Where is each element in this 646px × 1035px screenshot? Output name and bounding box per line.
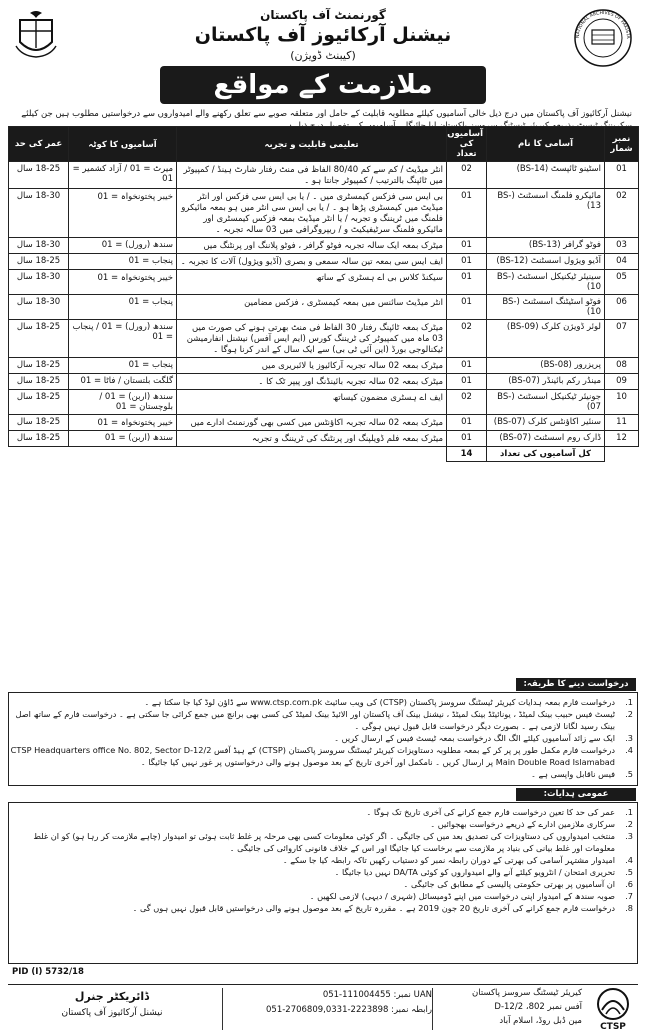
age-limit: 18-25 سال: [9, 431, 69, 447]
org-subtitle: (کیبنٹ ڈویژن): [290, 49, 356, 62]
total-label: کل آسامیوں کی تعداد: [487, 447, 605, 462]
quota: خیبر پختونخواہ = 01: [69, 415, 177, 431]
instruction-text: ایک سے زائد آسامیوں کیلئے الگ الگ درخواست بمعہ ٹیسٹ فیس کے ارسال کریں ۔: [334, 733, 615, 743]
instruction-text: تحریری امتحان / انٹرویو کیلئے آنے والے امیدواروں کو کوئی DA/TA نہیں دیا جائیگا ۔: [334, 867, 615, 877]
table-header-row: [9, 127, 639, 162]
phone-label: رابطہ نمبر:: [391, 1005, 432, 1015]
qualification: میٹرک بمعہ 02 سالہ تجربہ آرکائیوز یا لائبریری میں: [177, 358, 447, 374]
instruction-item: [9, 878, 637, 890]
pid-number: PID (I) 5732/18: [12, 967, 84, 977]
table-row: [9, 431, 639, 447]
instruction-text: درخواست فارم جمع کرانے کی آخری تاریخ 20 جون 2019 ہے ۔ مقررہ تاریخ کے بعد موصول ہونے والی درخواستیں قابل قبول نہیں ہوں گی ۔: [132, 903, 615, 913]
instruction-item: [9, 732, 637, 744]
table-row: [9, 415, 639, 431]
post-name: سنئیر اکاؤنٹس کلرک (BS-07): [487, 415, 605, 431]
age-limit: 18-25 سال: [9, 358, 69, 374]
post-name: لوئر ڈویژن کلرک (BS-09): [487, 320, 605, 358]
age-limit: 18-25 سال: [9, 374, 69, 390]
instruction-number: 2.: [625, 819, 633, 829]
instruction-text: درخواست فارم مکمل طور پر پر کر کے بمعہ مطلوبہ دستاویزات کیریئر ٹیسٹنگ سروسز پاکستان (CTSP) کے ہیڈ آفس CTSP Headquarters office No. 802, Sector D-12/2 Main Double Road Islamabad پر ارسال کریں ۔ نامکمل اور آخری تاریخ کے بعد موصول ہونے والی درخواستوں پر غور نہیں کیا جائیگا ۔: [10, 745, 615, 767]
general-section: [8, 802, 638, 964]
post-count: 01: [447, 295, 487, 320]
header-sn: نمبر شمار: [605, 127, 639, 162]
post-count: 01: [447, 374, 487, 390]
director-title: ڈائریکٹر جنرل: [74, 990, 150, 1003]
total-value: 14: [447, 447, 487, 462]
instruction-number: 4.: [625, 745, 633, 755]
instruction-number: 1.: [625, 697, 633, 707]
instruction-text: عمر کی حد کا تعین درخواست فارم جمع کرانے کی آخری تاریخ تک ہوگا ۔: [366, 807, 615, 817]
qualification: میٹرک بمعہ 02 سالہ تجربہ بائینڈنگ اور پیپر ٹک کا ۔: [177, 374, 447, 390]
post-name: سینیئر ٹیکنیکل اسسٹنٹ (BS-10): [487, 270, 605, 295]
table-row: [9, 254, 639, 270]
instruction-item: [9, 866, 637, 878]
header-count: آسامیوں کی تعداد: [447, 127, 487, 162]
ctsp-logo-text: CTSP: [600, 1022, 626, 1032]
serial-number: 05: [605, 270, 639, 295]
apply-section: [8, 692, 638, 786]
instruction-item: [9, 768, 637, 780]
quota: سندھ (رورل) = 01 / پنجاب = 01: [69, 320, 177, 358]
table-row: [9, 390, 639, 415]
post-count: 01: [447, 238, 487, 254]
post-count: 01: [447, 415, 487, 431]
quota: سندھ (اربن) = 01 / بلوچستان = 01: [69, 390, 177, 415]
instruction-number: 3.: [625, 733, 633, 743]
logo-text: NATIONAL ARCHIVES OF PAKISTA: [575, 10, 631, 39]
quota: گلگت بلتستان / فاٹا = 01: [69, 374, 177, 390]
serial-number: 10: [605, 390, 639, 415]
instruction-number: 3.: [625, 831, 633, 841]
serial-number: 06: [605, 295, 639, 320]
general-heading: عمومی ہدایات:: [516, 788, 636, 801]
post-name: فوٹو گرافر (BS-13): [487, 238, 605, 254]
instruction-number: 5.: [625, 867, 633, 877]
qualification: میٹرک بمعہ ایک سالہ تجربہ فوٹو گرافر ، فوٹو پلاننگ اور پرنٹنگ میں: [177, 238, 447, 254]
post-count: 01: [447, 189, 487, 238]
quota: سندھ (رورل) = 01: [69, 238, 177, 254]
instruction-item: [9, 902, 637, 914]
instruction-item: [9, 854, 637, 866]
total-blank: [9, 447, 447, 462]
ctsp-line3: D-12/2: [494, 1002, 524, 1012]
age-limit: 18-30 سال: [9, 295, 69, 320]
ctsp-line4: مین ڈبل روڈ، اسلام آباد: [499, 1016, 582, 1026]
serial-number: 11: [605, 415, 639, 431]
post-name: جونیئر ٹیکنیکل اسسٹنٹ (BS-07): [487, 390, 605, 415]
age-limit: 18-30 سال: [9, 189, 69, 238]
quota: خیبر پختونخواہ = 01: [69, 189, 177, 238]
age-limit: 18-25 سال: [9, 320, 69, 358]
uan-label: UAN نمبر:: [393, 990, 432, 1000]
age-limit: 18-25 سال: [9, 162, 69, 189]
instruction-item: [9, 806, 637, 818]
org-title: نیشنل آرکائیوز آف پاکستان: [194, 24, 452, 46]
instruction-item: [9, 830, 637, 854]
table-row: [9, 374, 639, 390]
total-spacer: [605, 447, 639, 462]
header-qualification: تعلیمی قابلیت و تجربہ: [177, 127, 447, 162]
post-count: 01: [447, 254, 487, 270]
header-quota: آسامیوں کا کوٹہ: [69, 127, 177, 162]
post-name: پریزرور (BS-08): [487, 358, 605, 374]
director-org: نیشنل آرکائیوز آف پاکستان: [61, 1008, 163, 1018]
table-row: [9, 270, 639, 295]
age-limit: 18-25 سال: [9, 254, 69, 270]
quota: پنجاب = 01: [69, 254, 177, 270]
qualification: میٹرک بمعہ فلم ڈویلپنگ اور پرنٹنگ کی ٹریننگ و تجربہ: [177, 431, 447, 447]
instruction-item: [9, 708, 637, 732]
qualification: انٹر میڈیٹ سائنس میں بمعہ کیمسٹری ، فزکس مضامین: [177, 295, 447, 320]
post-count: 02: [447, 390, 487, 415]
serial-number: 03: [605, 238, 639, 254]
age-limit: 18-25 سال: [9, 415, 69, 431]
qualification: بی ایس سی فزکس کیمسٹری میں ۔ / یا بی ایس سی فزکس اور انٹر میڈیٹ میں کیمسٹری پڑھا ہو ۔ / یا بی ایس سی انٹر میں ہو بمعہ مائیکرو فلمنگ میں ٹریننگ و تجربہ / یا انٹر میڈیٹ بمعہ فزکس کیمسٹری اور مائیکرو فلمنگ سرٹیفیکیٹ و / ریپروگرافی میں 03 سالہ تجربہ ۔: [177, 189, 447, 238]
instruction-number: 2.: [625, 709, 633, 719]
instruction-text: فیس ناقابل واپسی ہے ۔: [531, 769, 615, 779]
instruction-number: 7.: [625, 891, 633, 901]
phone-numbers: 051-2706809,0331-2223898: [266, 1005, 389, 1015]
quota: سندھ (اربن) = 01: [69, 431, 177, 447]
post-name: مینڈر رکم بائینڈر (BS-07): [487, 374, 605, 390]
post-name: اسٹینو ٹائپسٹ (BS-14): [487, 162, 605, 189]
instruction-text: ٹیسٹ فیس حبیب بینک لمیٹڈ ، یونائیٹڈ بینک لمیٹڈ ، نیشنل بینک آف پاکستان اور الائیڈ بینک لمیٹڈ کی کسی بھی برانچ میں جمع کرائی جا سکتی ہے ۔ درخواست فارم کے ساتھ اصل بینک رسید لگانا لازمی ہے ۔ بصورت دیگر درخواست قابل قبول نہیں ہوگی ۔: [15, 709, 615, 731]
serial-number: 08: [605, 358, 639, 374]
instruction-item: [9, 890, 637, 902]
ctsp-address: [432, 986, 582, 1028]
post-count: 01: [447, 358, 487, 374]
ctsp-line2: آفس نمبر 802،: [525, 1002, 582, 1012]
intro-paragraph: نیشنل آرکائیوز آف پاکستان میں درج ذیل خالی آسامیوں کیلئے مطلوبہ قابلیت کے حامل اور متعلقہ صوبے سے تعلق رکھنے والے امیدواروں سے درخواستیں مطلوب ہیں جن کیلئے: [21, 109, 632, 119]
instruction-number: 1.: [625, 807, 633, 817]
post-count: 01: [447, 270, 487, 295]
serial-number: 12: [605, 431, 639, 447]
instruction-number: 8.: [625, 903, 633, 913]
vacancies-table: [8, 126, 639, 462]
header-post: آسامی کا نام: [487, 127, 605, 162]
govt-line: گورنمنٹ آف پاکستان: [260, 8, 386, 22]
serial-number: 01: [605, 162, 639, 189]
quota: میرٹ = 01 / آزاد کشمیر = 01: [69, 162, 177, 189]
contact-block: [222, 988, 432, 1018]
apply-heading: درخواست دینے کا طریقہ:: [516, 678, 636, 691]
post-count: 02: [447, 162, 487, 189]
quota: پنجاب = 01: [69, 295, 177, 320]
post-name: مائیکرو فلمنگ اسسٹنٹ (BS-13): [487, 189, 605, 238]
instruction-item: [9, 818, 637, 830]
instruction-text: سرکاری ملازمین ادارے کے ذریعے درخواست بھجوائیں ۔: [430, 819, 615, 829]
table-row: [9, 358, 639, 374]
qualification: سیکنڈ کلاس بی اے ہسٹری کے ساتھ: [177, 270, 447, 295]
post-name: ڈارک روم اسسٹنٹ (BS-07): [487, 431, 605, 447]
table-row: [9, 189, 639, 238]
post-count: 02: [447, 320, 487, 358]
instruction-text: درخواست فارم بمعہ ہدایات کیریئر ٹیسٹنگ سروسز پاکستان (CTSP) کی ویب سائیٹ www.ctsp.com.pk سے ڈاؤن لوڈ کیا جا سکتا ہے ۔: [144, 697, 615, 707]
serial-number: 09: [605, 374, 639, 390]
table-row: [9, 238, 639, 254]
jobs-banner: [160, 66, 486, 104]
instruction-item: [9, 696, 637, 708]
uan-number: 051-111004455: [322, 990, 391, 1000]
instruction-text: امیدوار مشتہر آسامی کی بھرتی کے دوران رابطہ نمبر کو دستیاب رکھیں تاکہ رابطہ کیا جا سکے ۔: [282, 855, 615, 865]
serial-number: 04: [605, 254, 639, 270]
ctsp-line1: کیریئر ٹیسٹنگ سروسز پاکستان: [472, 988, 582, 998]
banner-text: ملازمت کے مواقع: [213, 70, 433, 100]
ctsp-logo-icon: [588, 986, 638, 1032]
age-limit: 18-30 سال: [9, 270, 69, 295]
national-archives-logo: [570, 8, 636, 68]
quota: پنجاب = 01: [69, 358, 177, 374]
instruction-number: 5.: [625, 769, 633, 779]
total-row: [9, 447, 639, 462]
qualification: ایف ایس سی بمعہ تین سالہ سمعی و بصری (آڈیو ویژول) آلات کا تجربہ ۔: [177, 254, 447, 270]
age-limit: 18-25 سال: [9, 390, 69, 415]
table-row: [9, 320, 639, 358]
qualification: میٹرک بمعہ ٹائپنگ رفتار 30 الفاظ فی منٹ بھرتی ہونے کی صورت میں 03 ماہ میں کمپیوٹر کی ٹریننگ کورس (ایم ایس آفس) نیشنل انفارمیشن ٹیکنالوجی بورڈ (این آئی ٹی بی) سے ایک سال کے اندر کرنا ہوگا ۔: [177, 320, 447, 358]
instruction-number: 4.: [625, 855, 633, 865]
header: [0, 4, 646, 64]
serial-number: 02: [605, 189, 639, 238]
instruction-item: [9, 744, 637, 768]
post-name: آڈیو ویژول اسسٹنٹ (BS-12): [487, 254, 605, 270]
quota: خیبر پختونخواہ = 01: [69, 270, 177, 295]
instruction-number: 6.: [625, 879, 633, 889]
table-row: [9, 295, 639, 320]
table-row: [9, 162, 639, 189]
qualification: میٹرک بمعہ 02 سالہ تجربہ اکاؤنٹس میں کسی بھی گورنمنٹ ادارے میں: [177, 415, 447, 431]
serial-number: 07: [605, 320, 639, 358]
age-limit: 18-30 سال: [9, 238, 69, 254]
qualification: ایف اے ہسٹری مضمون کیساتھ: [177, 390, 447, 415]
instruction-text: منتخب امیدواروں کی دستاویزات کی تصدیق بعد میں کی جائیگی ۔ اگر کوئی معلومات کسی بھی مرحلہ پر غلط ثابت ہوئی تو امیدوار (چاہے ملازمت کر رہا ہو) کو ان غلط معلومات اور غلط بیانی کی بنیاد پر ملازمت سے برخاست کیا جائیگا اور اس کے خلاف قانونی کاروائی کی جائیگی ۔: [33, 831, 615, 853]
instruction-text: صوبہ سندھ کے امیدوار اپنی درخواست میں اپنے ڈومیسائل (شہری / دیہی) لازمی لکھیں ۔: [309, 891, 615, 901]
post-count: 01: [447, 431, 487, 447]
qualification: انٹر میڈیٹ / کم سے کم 80/40 الفاظ فی منٹ رفتار شارٹ ہینڈ / کمپیوٹر میں ٹائپنگ بالترتیب / کمپیوٹر جانتا ہو ۔: [177, 162, 447, 189]
post-name: فوٹو اسٹیٹنگ اسسٹنٹ (BS-10): [487, 295, 605, 320]
header-age: عمر کی حد: [9, 127, 69, 162]
instruction-text: ان آسامیوں پر بھرتی حکومتی پالیسی کے مطابق کی جائیگی ۔: [403, 879, 615, 889]
